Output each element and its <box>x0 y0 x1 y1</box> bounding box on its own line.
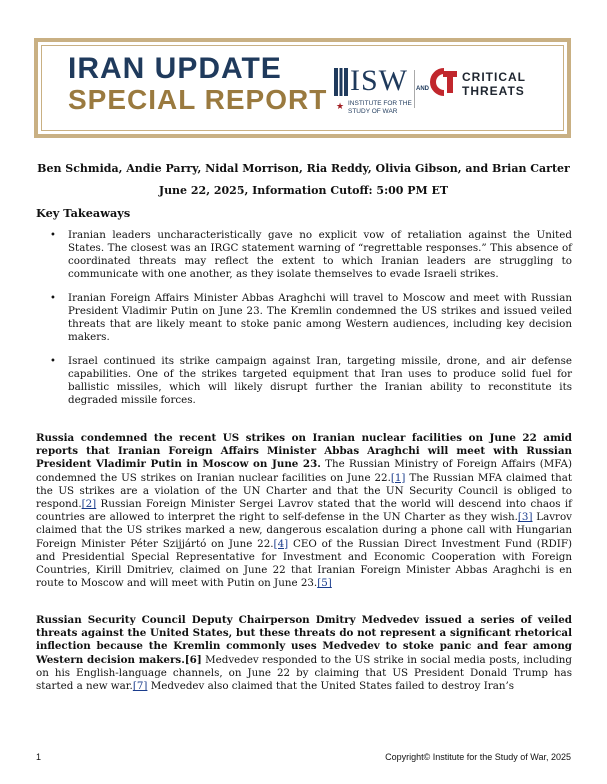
critical-threats-logo-icon <box>430 68 458 96</box>
sentence: CEO of the Russian Direct Investment Fund (RDIF) and Presidential Special Representative for Investment and Economic Cooperation with Foreign Countries, Kirill Dmitriev, claimed on June 22 that Iranian Foreign Minister Abbas Araghchi is en route to Moscow and will meet with Putin on June 23. <box>36 537 572 590</box>
takeaway-text: Israel continued its strike campaign against Iran, targeting missile, drone, and air defense capabilities. One of the strikes targeted equipment that Iran uses to produce solid fuel for ballistic missiles, which will likely disrupt further the Iranian ability to reconstitute its degraded missile forces. <box>68 355 572 406</box>
takeaway-text: Iranian Foreign Affairs Minister Abbas Araghchi will travel to Moscow and meet with Russian President Vladimir Putin on June 23. The Kremlin condemned the US strikes and issued veiled threats that are likely meant to stoke panic among Western audiences, including key decision makers. <box>68 292 572 343</box>
bullet-icon: • <box>50 230 56 241</box>
footnote-link-1[interactable]: [1] <box>390 471 406 484</box>
isw-subtitle: INSTITUTE FOR THE STUDY OF WAR <box>348 100 412 115</box>
isw-letters: ISW <box>350 64 408 97</box>
paragraph-russia-condemned <box>36 432 572 590</box>
key-takeaways-heading: Key Takeaways <box>36 206 131 220</box>
takeaway-item <box>50 292 572 344</box>
report-banner <box>34 38 571 138</box>
sentence: Russian Foreign Minister Sergei Lavrov stated that the world will descend into chaos if countries are allowed to interpret the right to self-defense in the UN Charter as they wish. <box>36 498 572 524</box>
page-number: 1 <box>36 752 42 762</box>
date-line: June 22, 2025, Information Cutoff: 5:00 PM ET <box>158 184 449 197</box>
sentence: Medvedev responded to the US strike in social media posts, including on his English-language channels, on June 22 by claiming that US President Donald Trump has started a new war. <box>36 653 572 693</box>
sentence: The Russian MFA claimed that the US strikes are a violation of the UN Charter and that the UN Security Council is obliged to respond. <box>36 471 572 511</box>
ct-line1: CRITICAL <box>462 70 526 84</box>
banner-title-line1: IRAN UPDATE <box>68 52 282 85</box>
takeaway-text: Iranian leaders uncharacteristically gave no explicit vow of retaliation against the United States. The closest was an IRGC statement warning of “regrettable responses.” This absence of coordinated threats may reflect the extent to which Iranian leaders are struggling to communicate with one another, as they isolate themselves to evade Israeli strikes. <box>68 229 572 280</box>
footnote-link-4[interactable]: [4] <box>273 537 289 550</box>
star-icon: ★ <box>336 102 345 112</box>
logo-and-text: AND <box>416 86 429 92</box>
footnote-link-5[interactable]: [5] <box>317 577 332 590</box>
sentence: Lavrov claimed that the US strikes marked a new, dangerous escalation during a phone call with Hungarian Foreign Minister Péter Szijjártó on June 22. <box>36 511 572 550</box>
sentence: The Russian Ministry of Foreign Affairs (MFA) condemned the US strikes on Iranian nuclear facilities on June 22. <box>36 458 572 484</box>
banner-title-line2: SPECIAL REPORT <box>68 84 328 115</box>
sentence: Medvedev also claimed that the United States failed to destroy Iran’s <box>147 680 515 693</box>
authors-line: Ben Schmida, Andie Parry, Nidal Morrison, Ria Reddy, Olivia Gibson, and Brian Carter <box>37 162 570 175</box>
critical-threats-text <box>462 70 526 98</box>
footnote-link-2[interactable]: [2] <box>81 498 97 511</box>
paragraph-lead: Russia condemned the recent US strikes on Iranian nuclear facilities on June 22 amid reports that Iranian Foreign Affairs Minister Abbas Araghchi will meet with Russian President Vladimir Putin in Moscow on June 23. <box>36 432 572 471</box>
bullet-icon: • <box>50 356 56 367</box>
footnote-link-3[interactable]: [3] <box>517 511 533 524</box>
isw-pillar-icon <box>334 68 348 96</box>
bullet-icon: • <box>50 293 56 304</box>
paragraph-medvedev <box>36 614 572 693</box>
ct-line2: THREATS <box>462 84 525 98</box>
takeaway-item <box>50 355 572 407</box>
banner-title <box>68 54 327 114</box>
key-takeaways-list <box>50 229 572 418</box>
copyright-footer: Copyright© Institute for the Study of War, 2025 <box>385 752 571 762</box>
paragraph-lead: Russian Security Council Deputy Chairperson Dmitry Medvedev issued a series of veiled threats against the United States, but these threats do not represent a significant rhetorical inflection because the Kremlin commonly uses Medvedev to stoke panic and fear among Western decision makers.[6] <box>36 614 572 666</box>
footnote-link-7[interactable]: [7] <box>132 680 148 693</box>
isw-logo <box>334 64 418 119</box>
logo-divider <box>414 70 415 108</box>
takeaway-item <box>50 229 572 281</box>
